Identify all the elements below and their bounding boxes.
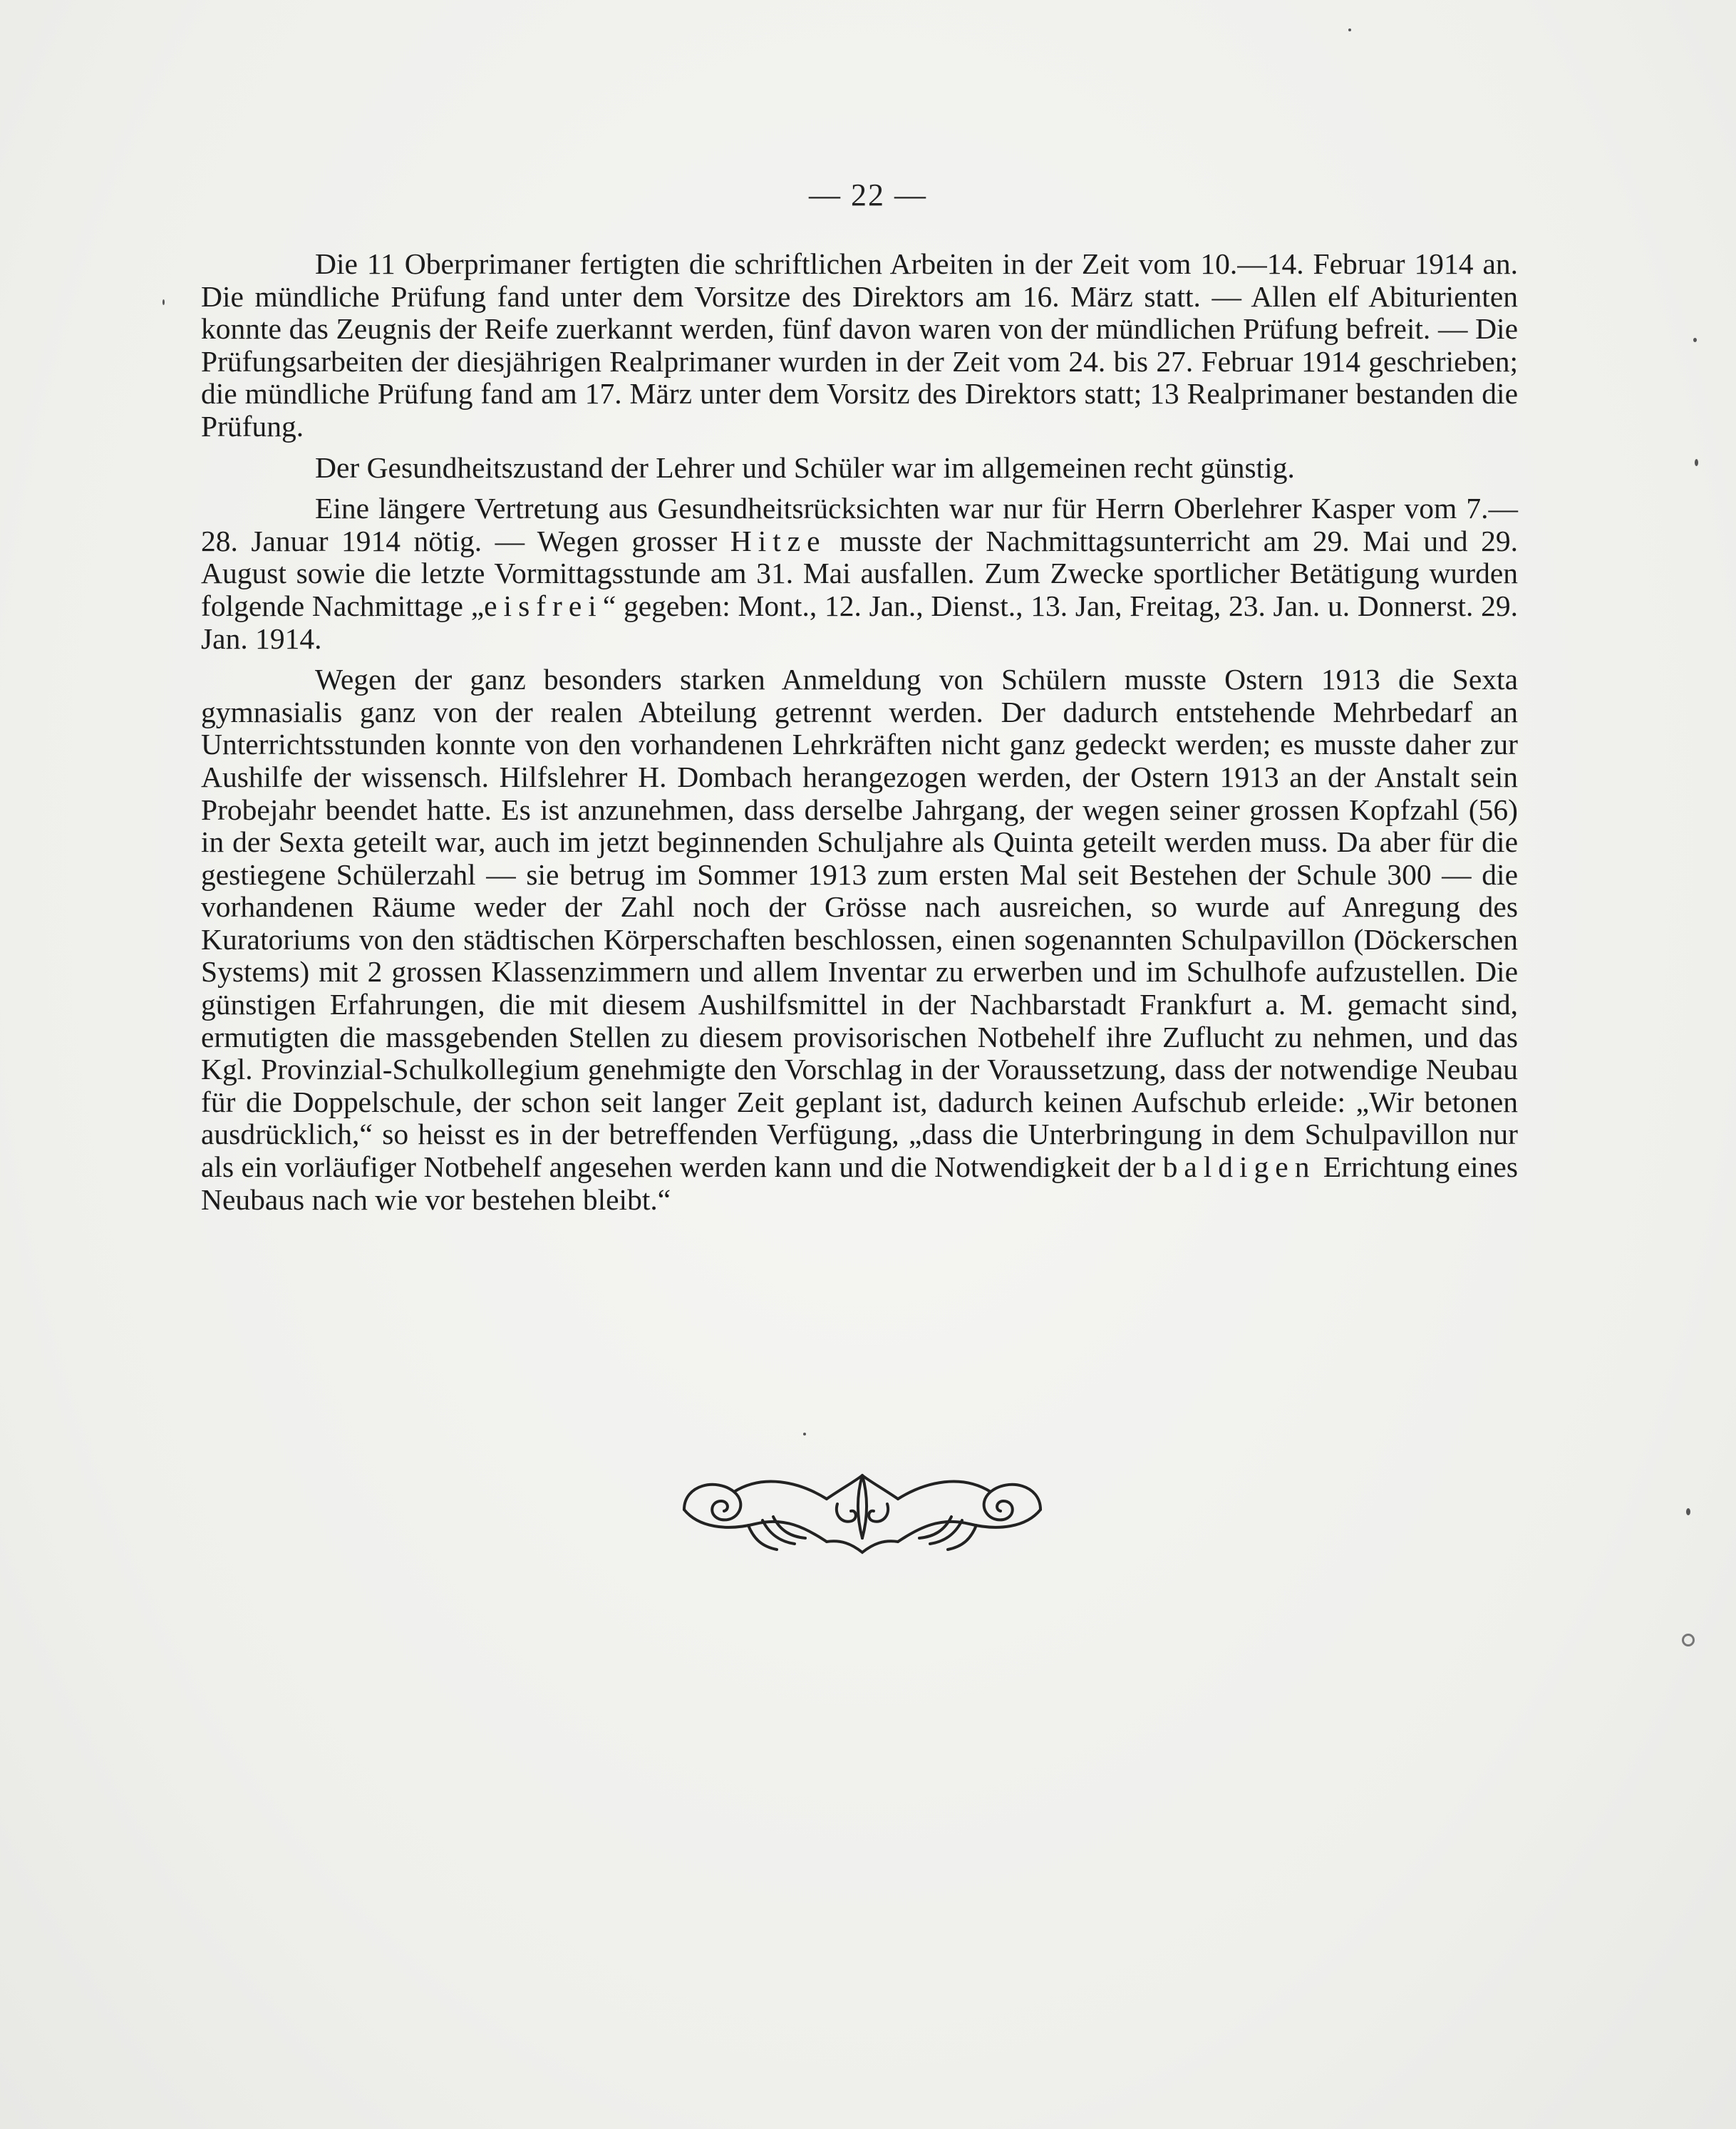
- paragraph-substitution-text-3: “ gegeben: Mont., 12. Jan., Dienst., 13. Jan, Freitag, 23. Jan. u. Donnerst. 29. Jan. 1914.: [201, 589, 1518, 655]
- speck-5: [1686, 1508, 1690, 1515]
- speck-1: [1348, 29, 1351, 31]
- speck-7: [803, 1433, 806, 1435]
- speck-6: [1682, 1634, 1695, 1646]
- scroll-ornament-icon: [656, 1460, 1069, 1560]
- paragraph-substitution-text-2: musste der Nachmittagsunterricht am 29. Mai und 29. August sowie die letzte Vormittagsstunde am 31. Mai ausfallen. Zum Zwecke sportlicher Betätigung wurden folgende Nachmittage „: [201, 524, 1518, 622]
- paragraph-substitution: [201, 493, 1518, 655]
- paragraph-pavilion: [201, 664, 1518, 1216]
- page-number: — 22 —: [809, 177, 927, 212]
- speck-2: [162, 299, 165, 305]
- spaced-word-hitze: Hitze: [730, 524, 827, 557]
- spaced-word-baldigen: baldigen: [1162, 1150, 1316, 1184]
- paragraph-pavilion-text-1: Wegen der ganz besonders starken Anmeldung von Schülern musste Ostern 1913 die Sexta gymnasialis ganz von der realen Abteilung getrennt werden. Der dadurch entstehende Mehrbedarf an Unterrichtsstunden konnte von den vorhandenen Lehrkräften nicht ganz gedeckt werden; es musste daher zur Aushilfe der wissensch. Hilfslehrer H. Dombach herangezogen werden, der Ostern 1913 an der Anstalt sein Probejahr beendet hatte. Es ist anzunehmen, dass derselbe Jahrgang, der wegen seiner grossen Kopfzahl (56) in der Sexta geteilt war, auch im jetzt beginnenden Schuljahre als Quinta geteilt werden muss. Da aber für die gestiegene Schülerzahl — sie betrug im Sommer 1913 zum ersten Mal seit Bestehen der Schule 300 — die vorhandenen Räume weder der Zahl noch der Grösse nach ausreichen, so wurde auf Anregung des Kuratoriums von den städtischen Körperschaften beschlossen, einen sogenannten Schulpavillon (Döckerschen Systems) mit 2 grossen Klassenzimmern und allem Inventar zu erwerben und im Schulhofe aufzustellen. Die günstigen Erfahrungen, die mit diesem Aushilfsmittel in der Nachbarstadt Frankfurt a. M. gemacht sind, ermutigten die massgebenden Stellen zu diesem provisorischen Notbehelf ihre Zuflucht zu nehmen, und das Kgl. Provinzial-Schulkollegium genehmigte den Vorschlag in der Voraussetzung, dass der notwendige Neubau für die Doppelschule, der schon seit langer Zeit geplant ist, dadurch keinen Aufschub erleide: „Wir betonen ausdrücklich,“ so heisst es in der betreffenden Verfügung, „dass die Unterbringung in dem Schulpavillon nur als ein vorläufiger Notbehelf angesehen werden kann und die Notwendigkeit der: [201, 663, 1518, 1184]
- body-text: [201, 248, 1518, 1225]
- speck-4: [1695, 459, 1698, 466]
- paragraph-health: Der Gesundheitszustand der Lehrer und Schüler war im allgemeinen recht günstig.: [315, 450, 1295, 484]
- paragraph-pavilion-text-2: Errichtung eines Neubaus nach wie vor bestehen bleibt.“: [201, 1150, 1518, 1216]
- paragraph-exams: Die 11 Oberprimaner fertigten die schriftlichen Arbeiten in der Zeit vom 10.—14. Februar 1914 an. Die mündliche Prüfung fand unter dem Vorsitze des Direktors am 16. März statt. — Allen elf Abiturienten konnte das Zeugnis der Reife zuerkannt werden, fünf davon waren von der mündlichen Prüfung befreit. — Die Prüfungsarbeiten der diesjährigen Realprimaner wurden in der Zeit vom 24. bis 27. Februar 1914 geschrieben; die mündliche Prüfung fand am 17. März unter dem Vorsitz des Direktors statt; 13 Realprimaner bestanden die Prüfung.: [201, 247, 1518, 443]
- spaced-word-eisfrei: eisfrei: [484, 589, 603, 622]
- speck-3: [1693, 338, 1697, 342]
- paragraph-substitution-text-1: Eine längere Vertretung aus Gesundheitsrücksichten war nur für Herrn Oberlehrer Kasper vom 7.—28. Januar 1914 nötig. — Wegen grosser: [201, 492, 1518, 557]
